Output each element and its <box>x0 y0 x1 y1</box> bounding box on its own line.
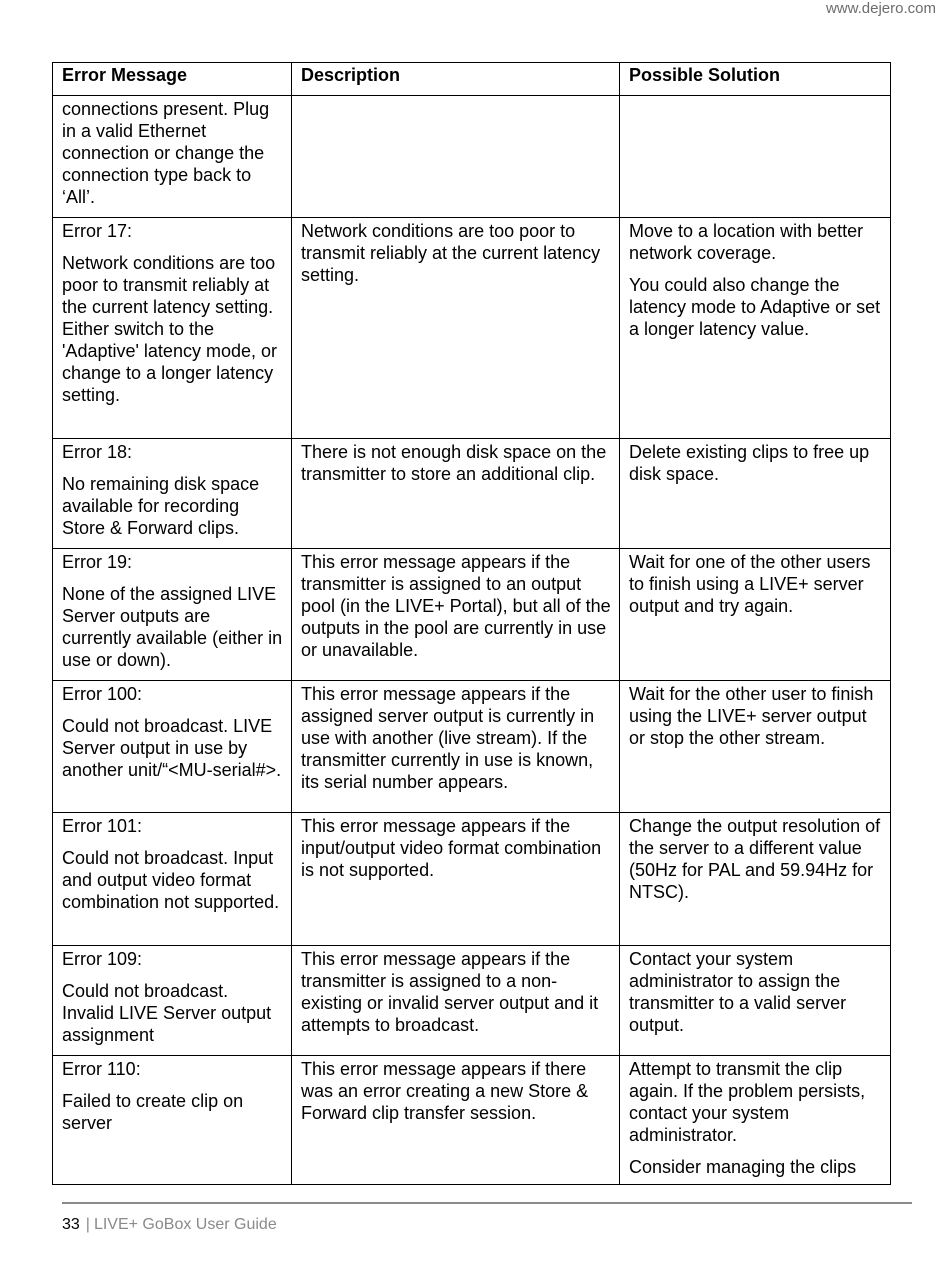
error-message-cell <box>53 946 292 1056</box>
cell-paragraph: Contact your system administrator to assign the transmitter to a valid server output. <box>629 949 847 1035</box>
cell-paragraph: This error message appears if there was an error creating a new Store & Forward clip transfer session. <box>301 1059 589 1123</box>
cell-paragraph: Error 109: <box>62 949 143 969</box>
error-message-cell <box>53 96 292 218</box>
solution-cell <box>620 549 891 681</box>
cell-paragraph: Network conditions are too poor to transmit reliably at the current latency setting. Either switch to the 'Adaptive' latency mode, or change to a longer latency setting. <box>62 253 277 405</box>
description-cell <box>292 681 620 813</box>
cell-paragraph: connections present. Plug in a valid Ethernet connection or change the connection type back to ‘All’. <box>62 99 270 207</box>
error-message-cell <box>53 439 292 549</box>
cell-paragraph: Error 18: <box>62 442 133 462</box>
header-error-message: Error Message <box>53 63 292 96</box>
cell-paragraph: Error 101: <box>62 816 143 836</box>
page-number: 33 <box>62 1216 80 1233</box>
cell-paragraph: There is not enough disk space on the transmitter to store an additional clip. <box>301 442 607 484</box>
table-row <box>53 439 891 549</box>
table-row <box>53 1056 891 1185</box>
cell-paragraph: No remaining disk space available for recording Store & Forward clips. <box>62 474 260 538</box>
table-row <box>53 946 891 1056</box>
solution-cell <box>620 1056 891 1185</box>
solution-cell <box>620 946 891 1056</box>
cell-paragraph: This error message appears if the input/output video format combination is not supported. <box>301 816 602 880</box>
error-message-cell <box>53 218 292 439</box>
cell-paragraph: This error message appears if the transmitter is assigned to an output pool (in the LIVE+ Portal), but all of the outputs in the pool are currently in use or unavailable. <box>301 552 611 660</box>
cell-paragraph: Network conditions are too poor to transmit reliably at the current latency setting. <box>301 221 601 285</box>
cell-paragraph: Attempt to transmit the clip again. If the problem persists, contact your system administrator. <box>629 1059 866 1145</box>
cell-paragraph: Error 17: <box>62 221 133 241</box>
error-table <box>52 62 891 1185</box>
cell-paragraph: Delete existing clips to free up disk space. <box>629 442 870 484</box>
cell-paragraph: Wait for the other user to finish using the LIVE+ server output or stop the other stream. <box>629 684 874 748</box>
solution-cell <box>620 681 891 813</box>
table-row <box>53 218 891 439</box>
cell-paragraph: Wait for one of the other users to finish using a LIVE+ server output and try again. <box>629 552 871 616</box>
cell-paragraph: Could not broadcast. Input and output video format combination not supported. <box>62 848 280 912</box>
cell-paragraph: None of the assigned LIVE Server outputs are currently available (either in use or down). <box>62 584 283 670</box>
table-row <box>53 813 891 946</box>
description-cell <box>292 1056 620 1185</box>
cell-paragraph: Change the output resolution of the server to a different value (50Hz for PAL and 59.94Hz for NTSC). <box>629 816 881 902</box>
site-url: www.dejero.com <box>825 0 936 17</box>
table-header-row <box>53 63 891 96</box>
description-cell <box>292 946 620 1056</box>
error-message-cell <box>53 813 292 946</box>
cell-paragraph: Move to a location with better network coverage. <box>629 221 864 263</box>
error-message-cell <box>53 549 292 681</box>
table-row <box>53 681 891 813</box>
description-cell <box>292 549 620 681</box>
cell-paragraph: This error message appears if the transmitter is assigned to a non-existing or invalid server output and it attempts to broadcast. <box>301 949 599 1035</box>
description-cell <box>292 218 620 439</box>
cell-paragraph: Error 100: <box>62 684 143 704</box>
solution-cell <box>620 813 891 946</box>
footer-rule <box>62 1202 912 1204</box>
header-description: Description <box>292 63 620 96</box>
solution-cell <box>620 96 891 218</box>
cell-paragraph: Failed to create clip on server <box>62 1091 244 1133</box>
table-row <box>53 96 891 218</box>
description-cell <box>292 813 620 946</box>
cell-paragraph: Could not broadcast. Invalid LIVE Server output assignment <box>62 981 272 1045</box>
cell-paragraph: Error 110: <box>62 1059 141 1079</box>
table-row <box>53 549 891 681</box>
error-message-cell <box>53 681 292 813</box>
page-footer <box>62 1215 277 1235</box>
description-cell <box>292 96 620 218</box>
guide-title: LIVE+ GoBox User Guide <box>93 1216 277 1233</box>
header-possible-solution: Possible Solution <box>620 63 891 96</box>
cell-paragraph: You could also change the latency mode to Adaptive or set a longer latency value. <box>629 275 881 339</box>
error-message-cell <box>53 1056 292 1185</box>
footer-separator: | <box>85 1216 90 1233</box>
solution-cell <box>620 218 891 439</box>
cell-paragraph: This error message appears if the assigned server output is currently in use with another (live stream). If the transmitter currently in use is known, its serial number appears. <box>301 684 595 792</box>
cell-paragraph: Could not broadcast. LIVE Server output in use by another unit/“<MU-serial#>. <box>62 716 282 780</box>
cell-paragraph: Error 19: <box>62 552 133 572</box>
cell-paragraph: Consider managing the clips <box>629 1157 857 1177</box>
solution-cell <box>620 439 891 549</box>
description-cell <box>292 439 620 549</box>
